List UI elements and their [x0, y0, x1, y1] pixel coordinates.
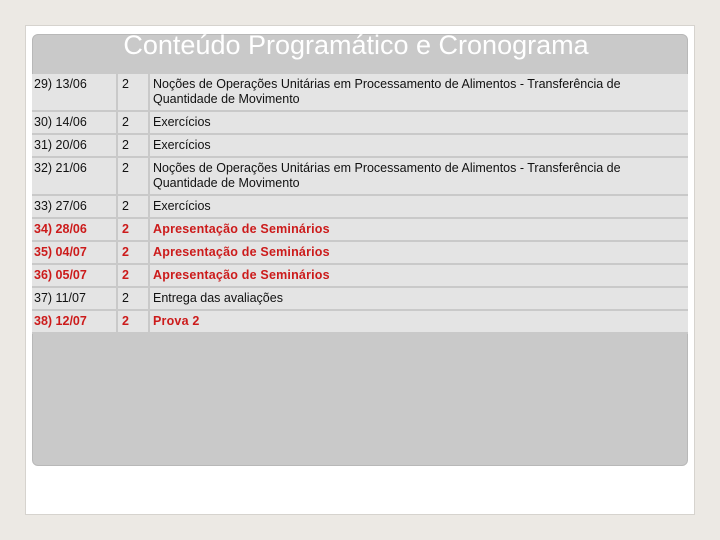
table-row: [32, 288, 688, 311]
table-row: [32, 196, 688, 219]
topic-cell: Exercícios: [153, 115, 211, 129]
topic-cell: Exercícios: [153, 199, 211, 213]
table-row: [32, 135, 688, 158]
topic-cell: Apresentação de Seminários: [153, 222, 330, 236]
hours-cell: 2: [118, 196, 150, 217]
topic-cell: Noções de Operações Unitárias em Processamento de Alimentos - Transferência de Quantidade de Movimento: [153, 77, 621, 106]
page-title: Conteúdo Programático e Cronograma: [123, 30, 589, 60]
hours-cell: 2: [118, 74, 150, 110]
table-row: [32, 74, 688, 112]
date-cell: 38) 12/07: [32, 311, 118, 332]
hours-cell: 2: [118, 242, 150, 263]
date-cell: 29) 13/06: [32, 74, 118, 110]
date-cell: 36) 05/07: [32, 265, 118, 286]
hours-cell: 2: [118, 311, 150, 332]
date-cell: 35) 04/07: [32, 242, 118, 263]
topic-cell: Apresentação de Seminários: [153, 245, 330, 259]
topic-cell: Noções de Operações Unitárias em Processamento de Alimentos - Transferência de Quantidade de Movimento: [153, 161, 621, 190]
date-cell: 34) 28/06: [32, 219, 118, 240]
date-cell: 31) 20/06: [32, 135, 118, 156]
hours-cell: 2: [118, 288, 150, 309]
table-row: [32, 158, 688, 196]
hours-cell: 2: [118, 219, 150, 240]
table-row: [32, 265, 688, 288]
date-cell: 32) 21/06: [32, 158, 118, 194]
topic-cell: Prova 2: [153, 314, 200, 328]
schedule-table: [32, 74, 688, 334]
topic-cell: Apresentação de Seminários: [153, 268, 330, 282]
table-row: [32, 112, 688, 135]
topic-cell: Entrega das avaliações: [153, 291, 283, 305]
topic-cell: Exercícios: [153, 138, 211, 152]
hours-cell: 2: [118, 135, 150, 156]
table-row: [32, 311, 688, 334]
date-cell: 30) 14/06: [32, 112, 118, 133]
date-cell: 33) 27/06: [32, 196, 118, 217]
hours-cell: 2: [118, 265, 150, 286]
hours-cell: 2: [118, 112, 150, 133]
date-cell: 37) 11/07: [32, 288, 118, 309]
table-row: [32, 242, 688, 265]
hours-cell: 2: [118, 158, 150, 194]
table-row: [32, 219, 688, 242]
